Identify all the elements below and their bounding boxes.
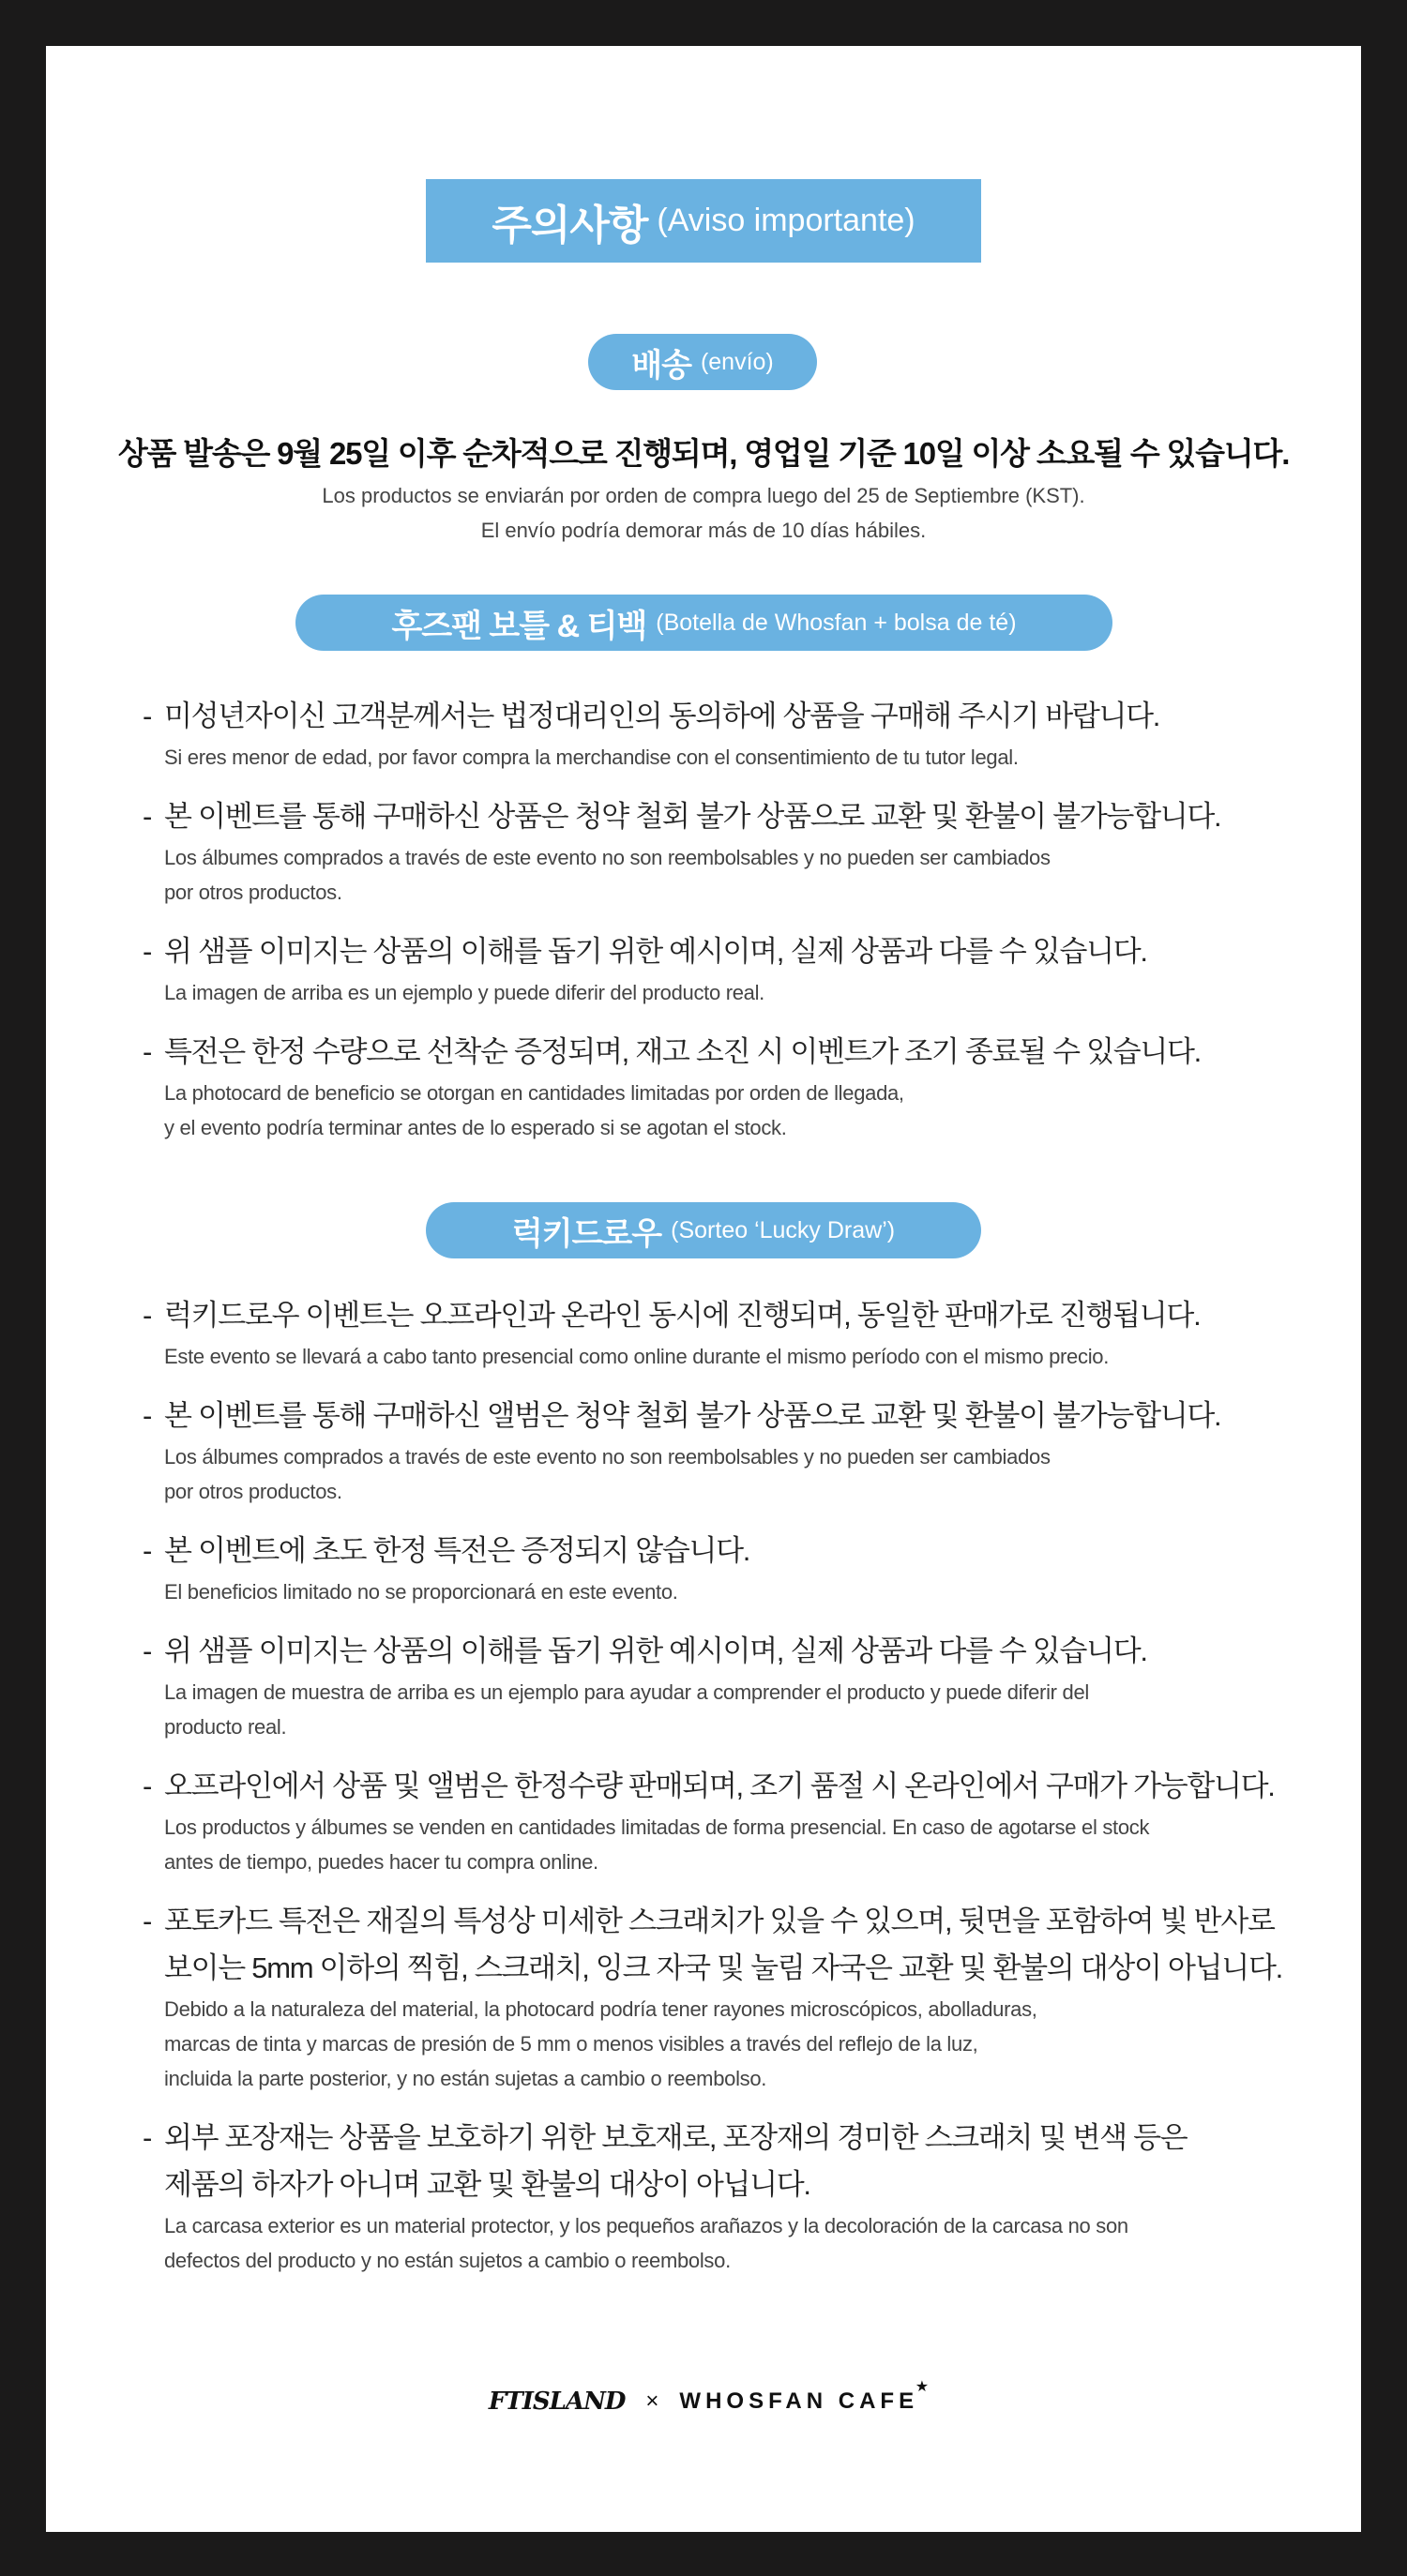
footer-logos: [46, 2379, 1361, 2416]
notice-spanish: La photocard de beneficio se otorgan en cantidades limitadas por orden de llegada,: [164, 1081, 904, 1105]
bottle-notice-list: [143, 693, 1315, 1164]
list-item: [143, 1528, 1315, 1609]
notice-spanish: antes de tiempo, puedes hacer tu compra online.: [164, 1850, 598, 1874]
subtext-line: Los productos se enviarán por orden de compra luego del 25 de Septiembre (KST).: [322, 484, 1085, 507]
list-item: [143, 1393, 1315, 1509]
whosfan-cafe-logo: [679, 2379, 934, 2415]
notice-korean-text: 위 샘플 이미지는 상품의 이해를 돕기 위한 예시이며, 실제 상품과 다를 수 있습니다.: [164, 935, 1147, 968]
list-item: [143, 928, 1315, 1010]
bullet-dash: -: [143, 800, 152, 833]
notice-spanish: Los álbumes comprados a través de este evento no son reembolsables y no pueden ser cambiados: [164, 1445, 1051, 1469]
notice-spanish: Debido a la naturaleza del material, la photocard podría tener rayones microscópicos, abolladuras,: [164, 1997, 1037, 2021]
notice-spanish: producto real.: [164, 1715, 287, 1739]
pill-spanish: (Sorteo ‘Lucky Draw’): [671, 1216, 896, 1243]
notice-korean-text: 보이는 5mm 이하의 찍힘, 스크래치, 잉크 자국 및 눌림 자국은 교환 및 환불의 대상이 아닙니다.: [164, 1951, 1282, 1984]
bullet-dash: -: [143, 1534, 152, 1567]
notice-spanish: defectos del producto y no están sujetos a cambio o reembolso.: [164, 2249, 731, 2272]
bullet-dash: -: [143, 700, 152, 732]
section-pill-shipping: [588, 334, 817, 390]
notice-spanish: La carcasa exterior es un material protector, y los pequeños arañazos y la decoloración de la carcasa no son: [164, 2214, 1128, 2237]
notice-korean-text: 본 이벤트를 통해 구매하신 앨범은 청약 철회 불가 상품으로 교환 및 환불이 불가능합니다.: [164, 1399, 1221, 1432]
notice-korean: [143, 1292, 1315, 1339]
ftisland-logo: FTISLAND: [488, 2388, 626, 2416]
notice-korean-text: 럭키드로우 이벤트는 오프라인과 온라인 동시에 진행되며, 동일한 판매가로 진행됩니다.: [164, 1299, 1201, 1332]
list-item: [143, 1898, 1315, 2096]
list-item: [143, 1628, 1315, 1744]
bullet-dash: -: [143, 1634, 152, 1667]
whosfan-cafe-text: WHOSFAN CAFE: [679, 2388, 919, 2414]
notice-spanish: incluida la parte posterior, y no están sujetas a cambio o reembolso.: [164, 2067, 767, 2090]
list-item: [143, 1292, 1315, 1374]
shipping-subtext: [46, 478, 1361, 548]
notice-korean: [143, 693, 1315, 740]
notice-korean: [143, 2162, 1315, 2208]
notice-korean-text: 포토카드 특전은 재질의 특성상 미세한 스크래치가 있을 수 있으며, 뒷면을 포함하여 빛 반사로: [164, 1905, 1275, 1937]
subtext-line: El envío podría demorar más de 10 días hábiles.: [480, 519, 927, 542]
pill-korean: 배송: [631, 347, 691, 384]
notice-spanish: Los álbumes comprados a través de este evento no son reembolsables y no pueden ser cambiados: [164, 846, 1051, 869]
list-item: [143, 793, 1315, 910]
bullet-dash: -: [143, 935, 152, 968]
notice-spanish: por otros productos.: [164, 881, 342, 904]
notice-korean-text: 위 샘플 이미지는 상품의 이해를 돕기 위한 예시이며, 실제 상품과 다를 수 있습니다.: [164, 1634, 1147, 1667]
pill-spanish: (Botella de Whosfan + bolsa de té): [656, 609, 1017, 636]
pill-spanish: (envío): [700, 348, 774, 375]
bullet-dash: -: [143, 1905, 152, 1937]
pill-korean: 럭키드로우: [511, 1215, 662, 1252]
notice-korean: [143, 928, 1315, 975]
notice-korean: [143, 1393, 1315, 1439]
notice-korean-text: 본 이벤트에 초도 한정 특전은 증정되지 않습니다.: [164, 1534, 750, 1567]
star-icon: ★: [915, 2379, 934, 2395]
notice-korean-text: 제품의 하자가 아니며 교환 및 환불의 대상이 아닙니다.: [164, 2168, 810, 2201]
notice-panel: [46, 46, 1361, 2532]
notice-korean: [143, 1763, 1315, 1810]
page-title: [426, 179, 981, 263]
notice-spanish: Este evento se llevará a cabo tanto presencial como online durante el mismo período con el mismo precio.: [164, 1345, 1110, 1368]
notice-korean: [143, 1628, 1315, 1675]
list-item: [143, 2115, 1315, 2278]
list-item: [143, 1763, 1315, 1879]
notice-korean: [143, 1528, 1315, 1574]
section-pill-lucky-draw: [426, 1202, 981, 1258]
section-pill-bottle: [295, 595, 1112, 651]
bullet-dash: -: [143, 1299, 152, 1332]
notice-korean-text: 본 이벤트를 통해 구매하신 상품은 청약 철회 불가 상품으로 교환 및 환불이 불가능합니다.: [164, 800, 1221, 833]
bullet-dash: -: [143, 1770, 152, 1802]
notice-korean-text: 오프라인에서 상품 및 앨범은 한정수량 판매되며, 조기 품절 시 온라인에서 구매가 가능합니다.: [164, 1770, 1275, 1802]
notice-korean-text: 외부 포장재는 상품을 보호하기 위한 보호재로, 포장재의 경미한 스크래치 및 변색 등은: [164, 2121, 1188, 2154]
notice-korean: [143, 1945, 1315, 1992]
shipping-headline: 상품 발송은 9월 25일 이후 순차적으로 진행되며, 영업일 기준 10일 이상 소요될 수 있습니다.: [117, 436, 1290, 471]
notice-korean: [143, 793, 1315, 840]
notice-spanish: El beneficios limitado no se proporcionará en este evento.: [164, 1580, 678, 1604]
notice-spanish: La imagen de muestra de arriba es un ejemplo para ayudar a comprender el producto y puede diferir del: [164, 1680, 1089, 1704]
bullet-dash: [143, 2162, 164, 2208]
bullet-dash: -: [143, 1399, 152, 1432]
pill-korean: 후즈팬 보틀 & 티백: [391, 608, 647, 644]
notice-spanish: y el evento podría terminar antes de lo esperado si se agotan el stock.: [164, 1116, 787, 1139]
notice-spanish: marcas de tinta y marcas de presión de 5 mm o menos visibles a través del reflejo de la luz,: [164, 2032, 978, 2056]
bullet-dash: [143, 1945, 164, 1992]
notice-korean: [143, 1898, 1315, 1945]
notice-korean-text: 미성년자이신 고객분께서는 법정대리인의 동의하에 상품을 구매해 주시기 바랍니다.: [164, 700, 1160, 732]
collab-times-icon: ×: [645, 2388, 659, 2414]
notice-spanish: Si eres menor de edad, por favor compra la merchandise con el consentimiento de tu tutor legal.: [164, 746, 1019, 769]
title-spanish: (Aviso importante): [657, 203, 915, 238]
lucky-draw-notice-list: [143, 1292, 1315, 2297]
notice-spanish: por otros productos.: [164, 1480, 342, 1503]
notice-korean: [143, 1029, 1315, 1076]
notice-korean: [143, 2115, 1315, 2162]
notice-korean-text: 특전은 한정 수량으로 선착순 증정되며, 재고 소진 시 이벤트가 조기 종료될 수 있습니다.: [164, 1035, 1201, 1068]
list-item: [143, 1029, 1315, 1145]
notice-spanish: La imagen de arriba es un ejemplo y puede diferir del producto real.: [164, 981, 764, 1004]
list-item: [143, 693, 1315, 775]
title-korean: 주의사항: [492, 202, 648, 249]
bullet-dash: -: [143, 1035, 152, 1068]
bullet-dash: -: [143, 2121, 152, 2154]
notice-spanish: Los productos y álbumes se venden en cantidades limitadas de forma presencial. En caso de agotarse el stock: [164, 1815, 1150, 1839]
